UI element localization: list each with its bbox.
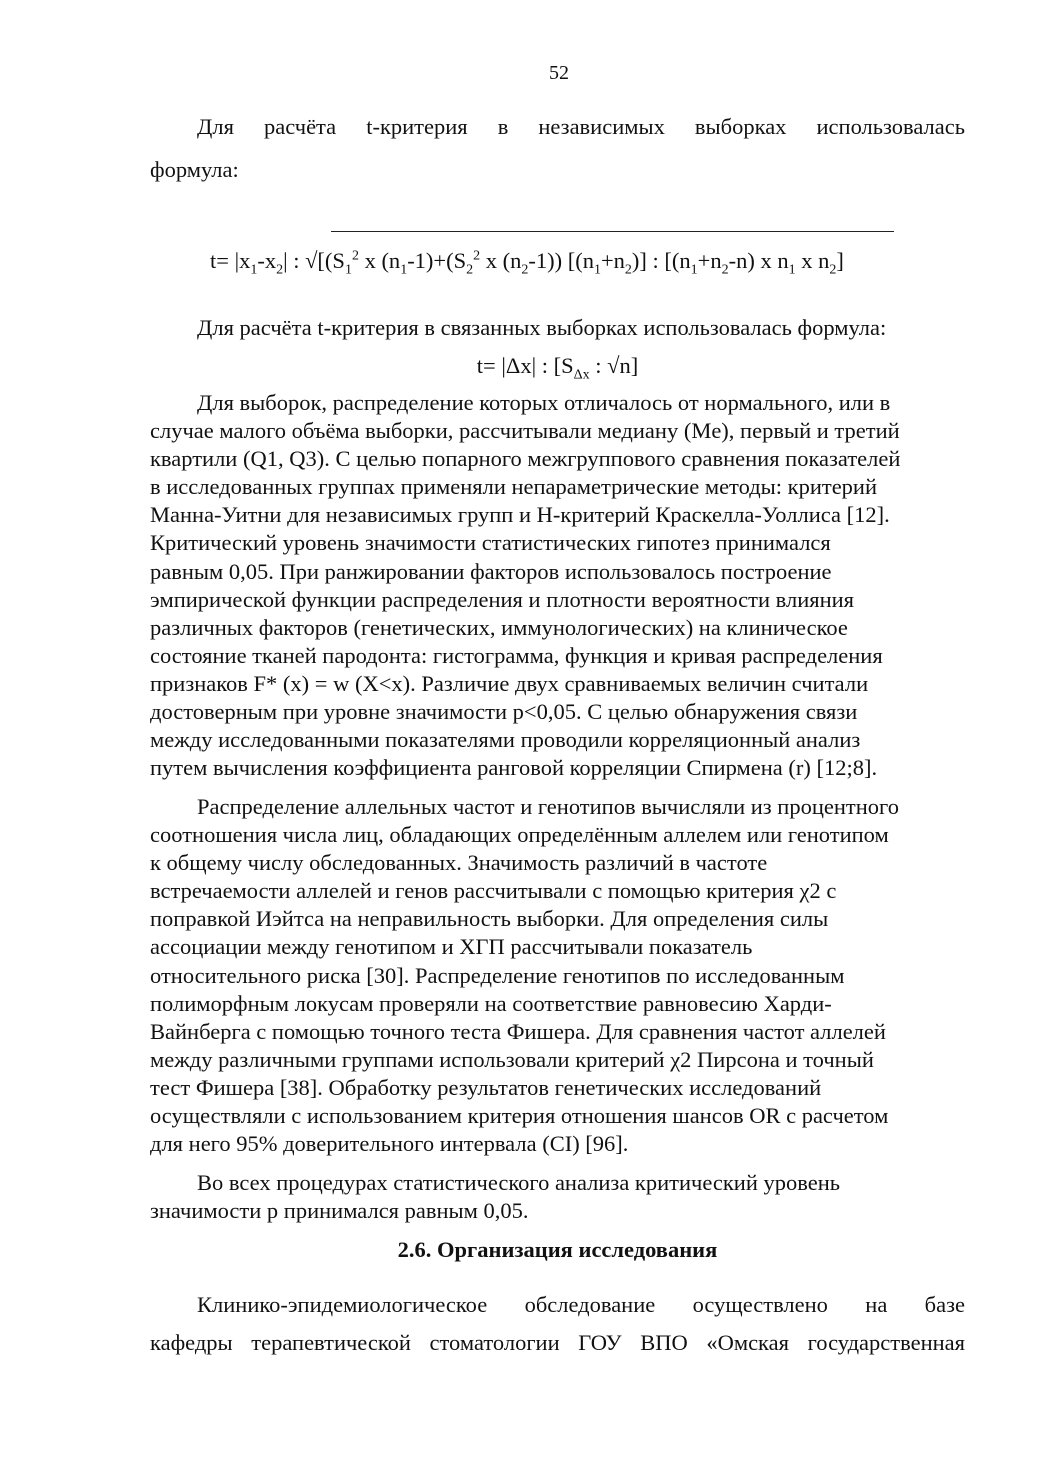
paragraph-nonparametric [150,389,970,782]
paragraph-line: Для выборок, распределение которых отличалось от нормального, или в [197,390,891,415]
paragraph-genetics [150,793,970,1158]
paragraph-line: значимости p принимался равным 0,05. [150,1198,529,1224]
paragraph-line: равным 0,05. При ранжировании факторов использовалось построение [150,558,832,584]
paragraph-line: признаков F* (x) = w (X<x). Различие двух сравниваемых величин считали [150,670,869,696]
intro-independent-line2: формула: [150,157,239,182]
paragraph-line: случае малого объёма выборки, рассчитывали медиану (Me), первый и третий [150,418,900,444]
paragraph-line: между исследованными показателями проводили корреляционный анализ [150,727,861,753]
paragraph-line: тест Фишера [38]. Обработку результатов генетических исследований [150,1074,822,1100]
paragraph-line: встречаемости аллелей и генов рассчитывали с помощью критерия χ2 с [150,878,837,904]
closing-line2: кафедры терапевтической стоматологии ГОУ ВПО «Омская государственная [150,1330,965,1355]
page-number: 52 [549,62,569,84]
paragraph-line: относительного риска [30]. Распределение генотипов по исследованным [150,962,845,988]
paragraph-line: достоверным при уровне значимости p<0,05. С целью обнаружения связи [150,699,858,725]
formula-independent: $t= |x_1-x_2|$ : $√[(S_1^2$ x $(n_1-1)+(S_2^2$ x $(n_2-1)$) $[(n_1+n_2)]$ : [$(n_1+n_2-n)$ x $n_1$ x $n_2$] [210,248,844,278]
intro-independent-line1: Для расчёта t-критерия в независимых выборках использовалась [197,114,965,139]
paragraph-line: для него 95% доверительного интервала (CI) [96]. [150,1131,629,1157]
paragraph-line: путем вычисления коэффициента ранговой корреляции Спирмена (r) [12;8]. [150,755,878,781]
paragraph-line: поправкой Иэйтса на неправильность выборки. Для определения силы [150,906,829,932]
paragraph-line: квартили (Q1, Q3). С целью попарного межгруппового сравнения показателей [150,446,901,472]
sqrt-overline [331,231,894,232]
paragraph-line: Вайнберга с помощью точного теста Фишера. Для сравнения частот аллелей [150,1018,886,1044]
paragraph-line: к общему числу обследованных. Значимость различий в частоте [150,850,768,876]
paragraph-line: различных факторов (генетических, иммунологических) на клиническое [150,614,848,640]
paragraph-line: в исследованных группах применяли непараметрические методы: критерий [150,474,878,500]
paragraph-line: Распределение аллельных частот и генотипов вычисляли из процентного [197,794,899,819]
intro-related: Для расчёта t-критерия в связанных выборках использовалась формула: [197,315,887,340]
paragraph-line: состояние тканей пародонта: гистограмма, функция и кривая распределения [150,642,883,668]
paragraph-line: Во всех процедурах статистического анализа критический уровень [197,1170,841,1195]
paragraph-line: полиморфным локусам проверяли на соответствие равновесию Харди- [150,990,832,1016]
paragraph-significance [150,1169,970,1225]
paragraph-line: осуществляли с использованием критерия отношения шансов OR с расчетом [150,1103,889,1129]
closing-line1: Клинико-эпидемиологическое обследование осуществлено на базе [197,1292,965,1317]
paragraph-line: соотношения числа лиц, обладающих определённым аллелем или генотипом [150,822,889,848]
paragraph-line: между различными группами использовали критерий χ2 Пирсона и точный [150,1046,874,1072]
paragraph-line: эмпирической функции распределения и плотности вероятности влияния [150,586,855,612]
paragraph-line: ассоциации между генотипом и ХГП рассчитывали показатель [150,934,753,960]
paragraph-line: Критический уровень значимости статистических гипотез принимался [150,530,831,556]
section-heading: 2.6. Организация исследования [397,1237,718,1262]
formula-related: t= |Δx| : [$S_{\Delta x}$ : √n] [476,353,639,383]
paragraph-line: Манна-Уитни для независимых групп и H-критерий Краскелла-Уоллиса [12]. [150,502,890,528]
